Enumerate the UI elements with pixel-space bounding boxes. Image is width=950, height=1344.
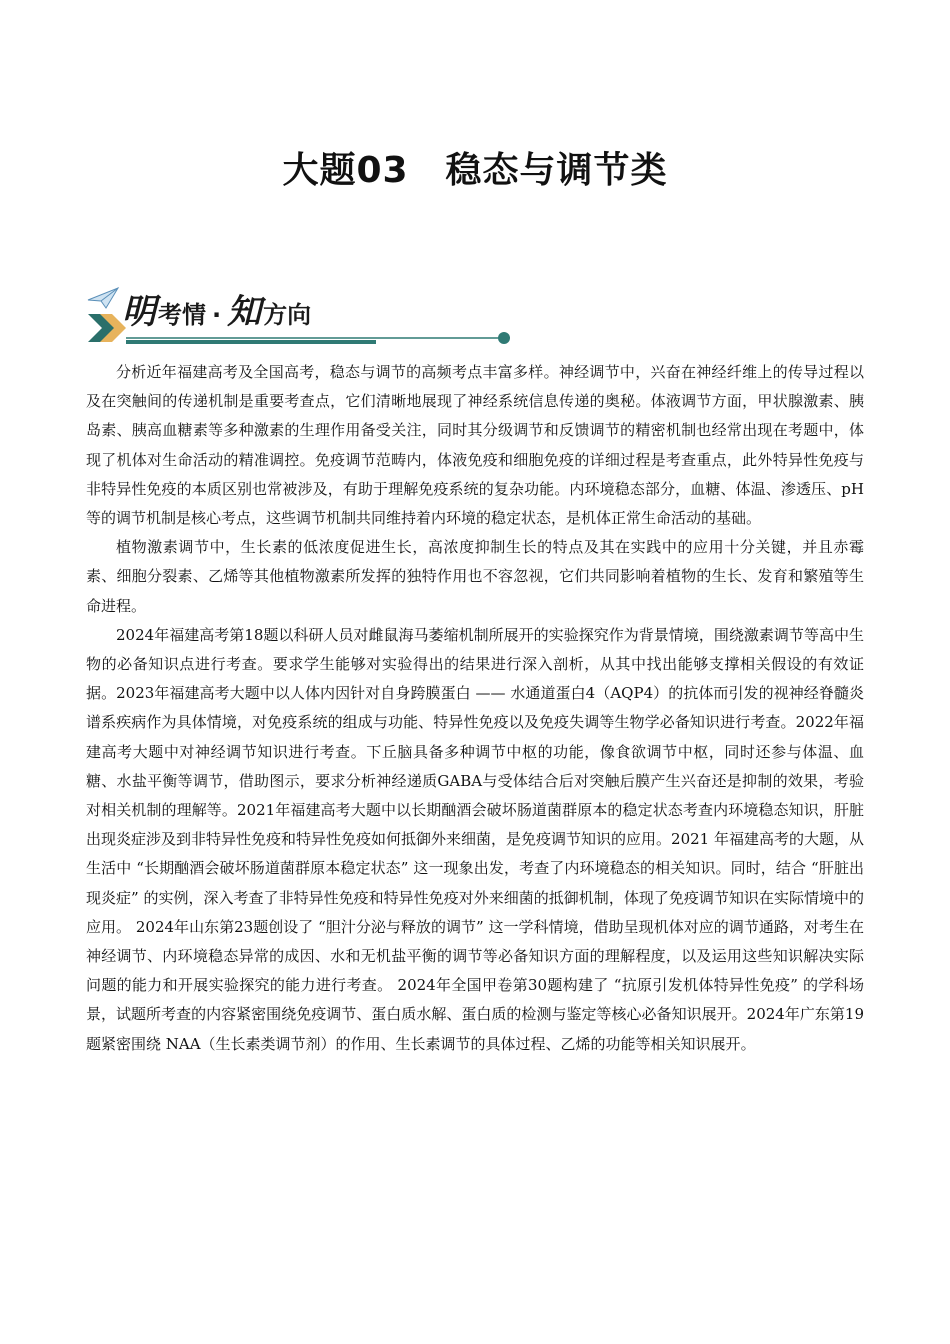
body-text (86, 358, 864, 1059)
paragraph-2: 植物激素调节中，生长素的低浓度促进生长，高浓度抑制生长的特点及其在实践中的应用十分关键，并且赤霉素、细胞分裂素、乙烯等其他植物激素所发挥的独特作用也不容忽视，它们共同影响着植物的生长、发育和繁殖等生命进程。 (86, 538, 864, 615)
banner-char-zhi: 知 (227, 292, 262, 332)
banner-text-kaoqing: 考情 (158, 301, 206, 329)
paragraph-1: 分析近年福建高考及全国高考，稳态与调节的高频考点丰富多样。神经调节中，兴奋在神经纤维上的传导过程以及在突触间的传递机制是重要考查点，它们清晰地展现了神经系统信息传递的奥秘。体液调节方面，甲状腺激素、胰岛素、胰高血糖素等多种激素的生理作用备受关注，同时其分级调节和反馈调节的精密机制也经常出现在考题中，体现了机体对生命活动的精准调控。免疫调节范畴内，体液免疫和细胞免疫的详细过程是考查重点，此外特异性免疫与非特异性免疫的本质区别也常被涉及，有助于理解免疫系统的复杂功能。内环境稳态部分，血糖、体温、渗透压、pH 等的调节机制是核心考点，这些调节机制共同维持着内环境的稳定状态，是机体正常生命活动的基础。 (86, 363, 864, 528)
banner-heading (122, 290, 311, 332)
banner-dot: · (212, 301, 222, 329)
paper-plane-icon (86, 286, 120, 312)
banner-text-fangxiang: 方向 (263, 301, 312, 329)
banner-char-ming: 明 (122, 292, 156, 332)
page-title: 大题03 稳态与调节类 (282, 150, 668, 191)
paragraph-3: 2024年福建高考第18题以科研人员对雌鼠海马萎缩机制所展开的实验探究作为背景情境，围绕激素调节等高中生物的必备知识点进行考查。要求学生能够对实验得出的结果进行深入剖析，从其中找出能够支撑相关假设的有效证据。2023年福建高考大题中以人体内因针对自身跨膜蛋白 —— 水通道蛋白4（AQP4）的抗体而引发的视神经脊髓炎谱系疾病作为具体情境，对免疫系统的组成与功能、特异性免疫以及免疫失调等生物学必备知识进行考查。2022年福建高考大题中对神经调节知识进行考查。下丘脑具备多种调节中枢的功能，像食欲调节中枢，同时还参与体温、血糖、水盐平衡等调节，借助图示，要求分析神经递质GABA与受体结合后对突触后膜产生兴奋还是抑制的效果，考验对相关机制的理解等。2021年福建高考大题中以长期酗酒会破坏肠道菌群原本的稳定状态考查内环境稳态知识，肝脏出现炎症涉及到非特异性免疫和特异性免疫如何抵御外来细菌，是免疫调节知识的应用。2021 年福建高考的大题，从生活中 “长期酗酒会破坏肠道菌群原本稳定状态” 这一现象出发，考查了内环境稳态的相关知识。同时，结合 “肝脏出现炎症” 的实例，深入考查了非特异性免疫和特异性免疫对外来细菌的抵御机制，体现了免疫调节知识在实际情境中的应用。 2024年山东第23题创设了 “胆汁分泌与释放的调节” 这一学科情境，借助呈现机体对应的调节通路，对考生在神经调节、内环境稳态异常的成因、水和无机盐平衡的调节等必备知识方面的理解程度，以及运用这些知识解决实际问题的能力和开展实验探究的能力进行考查。 2024年全国甲卷第30题构建了 “抗原引发机体特异性免疫” 的学科场景，试题所考查的内容紧密围绕免疫调节、蛋白质水解、蛋白质的检测与鉴定等核心必备知识展开。2024年广东第19题紧密围绕 NAA（生长素类调节剂）的作用、生长素调节的具体过程、乙烯的功能等相关知识展开。 (86, 625, 864, 1053)
section-banner (86, 286, 516, 352)
